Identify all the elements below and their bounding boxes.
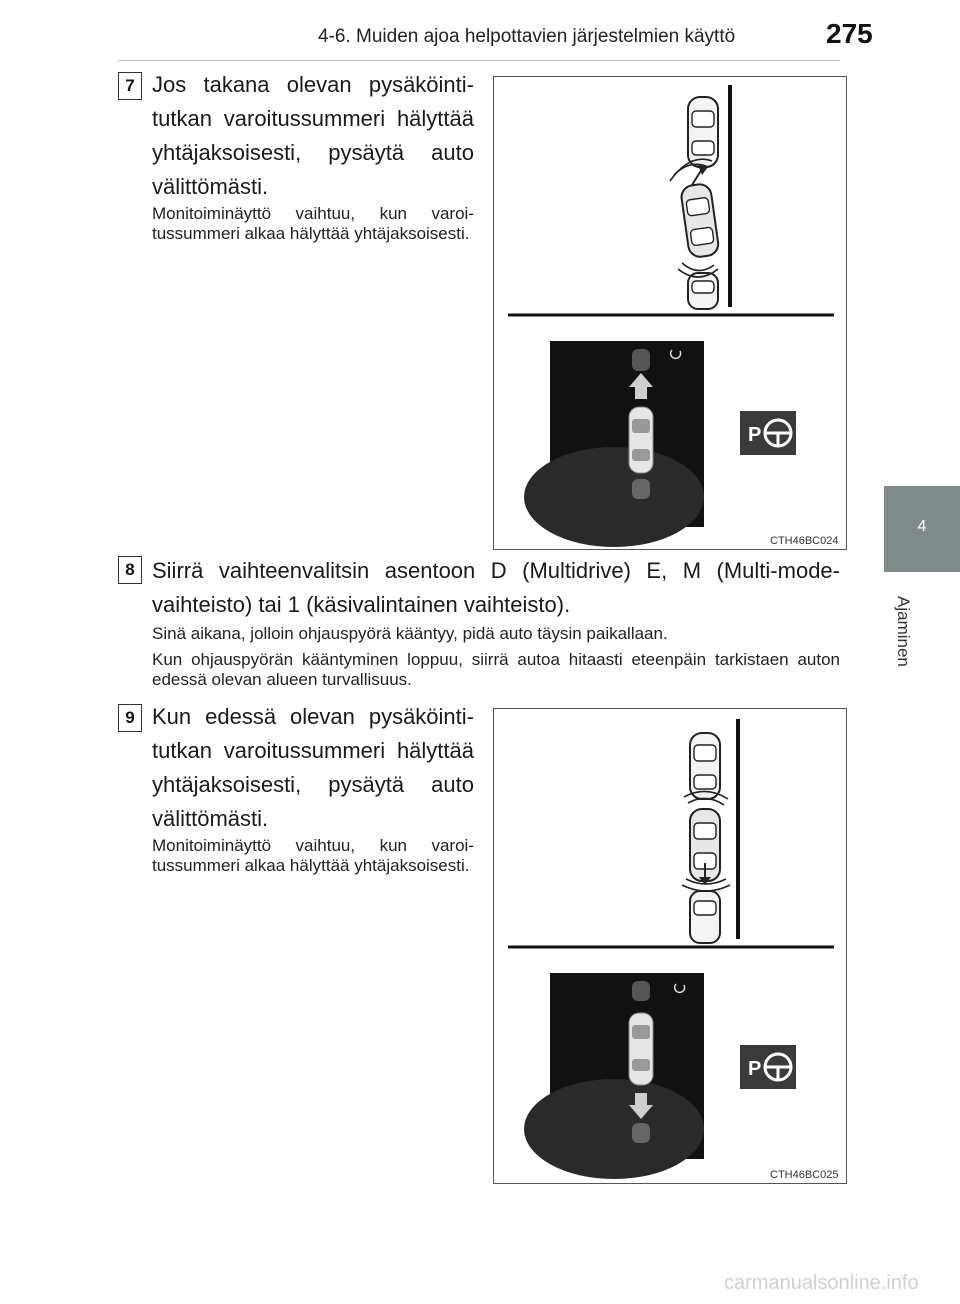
car-icon xyxy=(632,479,650,499)
figure-rear-sonar-graphic xyxy=(494,77,847,550)
figure-front-sonar-graphic xyxy=(494,709,847,1184)
car-icon xyxy=(629,407,653,473)
park-letter: P xyxy=(748,1058,762,1080)
step-number-7: 7 xyxy=(118,72,142,100)
car-icon xyxy=(688,273,718,309)
step-8-note-1: Sinä aikana, jolloin ohjauspyörä kääntyy, pidä auto täysin paikallaan. xyxy=(152,624,668,643)
park-letter: P xyxy=(748,424,762,446)
figure-rear-sonar xyxy=(493,76,847,550)
section-title: 4-6. Muiden ajoa helpottavien järjestelmien käyttö xyxy=(318,26,736,47)
step-number-9: 9 xyxy=(118,704,142,732)
footer-watermark[interactable]: carmanualsonline.info xyxy=(724,1272,919,1294)
step-number-8: 8 xyxy=(118,556,142,584)
step-7-note: Monitoiminäyttö vaihtuu, kun varoitussummeri alkaa hälyttää yhtäjaksoisesti. xyxy=(152,204,474,243)
step-7-text: Jos takana olevan pysäköintitutkan varoitussummeri hälyttää yhtäjaksoisesti, pysäytä auto välittömästi. xyxy=(152,72,474,199)
chapter-number: 4 xyxy=(917,518,927,535)
step-9-note: Monitoiminäyttö vaihtuu, kun varoitussummeri alkaa hälyttää yhtäjaksoisesti. xyxy=(152,836,474,875)
figure-code: CTH46BC024 xyxy=(770,535,839,547)
figure-code: CTH46BC025 xyxy=(770,1169,839,1181)
car-icon xyxy=(632,349,650,371)
chapter-label: Ajaminen xyxy=(894,596,913,667)
car-icon xyxy=(632,981,650,1001)
arrow-up-icon xyxy=(692,169,702,185)
step-8-text: Siirrä vaihteenvalitsin asentoon D (Multidrive) E, M (Multi-mode-vaihteisto) tai 1 (käsivalintainen vaihteisto). xyxy=(152,558,840,617)
car-icon xyxy=(629,1013,653,1085)
car-icon xyxy=(632,1123,650,1143)
car-icon xyxy=(680,183,720,258)
car-icon xyxy=(688,97,718,167)
step-8-note-2: Kun ohjauspyörän kääntyminen loppuu, siirrä autoa hitaasti eteenpäin tarkistaen auton edessä olevan alueen turvallisuus. xyxy=(152,650,840,689)
step-9-text: Kun edessä olevan pysäköintitutkan varoitussummeri hälyttää yhtäjaksoisesti, pysäytä auto välittömästi. xyxy=(152,704,474,831)
car-icon xyxy=(690,891,720,943)
figure-front-sonar xyxy=(493,708,847,1184)
chapter-tab xyxy=(884,486,960,572)
header-rule xyxy=(118,60,840,61)
page-number: 275 xyxy=(826,18,873,49)
car-icon xyxy=(690,733,720,799)
